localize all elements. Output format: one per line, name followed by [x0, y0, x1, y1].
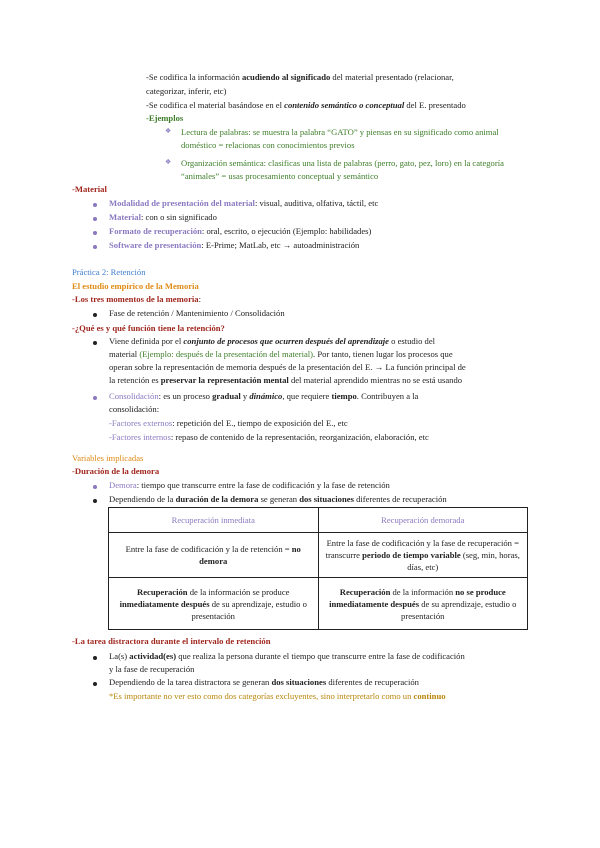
table-header-cell: Recuperación demorada	[318, 508, 528, 533]
diamond-bullet-icon: ❖	[165, 127, 172, 135]
diamond-bullet-icon: ❖	[165, 158, 172, 166]
table-header-row	[109, 508, 528, 533]
demora-def: Demora: tiempo que transcurre entre la fase de codificación y la fase de retención	[109, 480, 390, 490]
ejemplo-2: Organización semántica: clasificas una lista de palabras (perro, gato, pez, loro) en la categoría “animales” = usas procesamiento conceptual y semántico	[181, 158, 504, 181]
demora-dependiendo: Dependiendo de la duración de la demora se generan dos situaciones diferentes de recuperación	[109, 494, 447, 504]
tarea-title: -La tarea distractora durante el intervalo de retención	[72, 636, 271, 646]
bullet-icon	[93, 217, 97, 221]
table-row	[109, 533, 528, 578]
retencion-p1-line-3: operan sobre la representación de memoria después de la presentación del E. → La función principal de	[109, 362, 466, 372]
ejemplo-1: Lectura de palabras: se muestra la palabra “GATO” y piensas en su significado como animal doméstico = relacionas con conocimientos previos	[181, 127, 499, 150]
consolidacion-line-2: consolidación:	[109, 404, 160, 414]
material-title: -Material	[72, 184, 107, 194]
table-cell: Recuperación de la información se produce inmediatamente después de su aprendizaje, estudio o presentación	[109, 578, 319, 630]
variables-title: Variables implicadas	[72, 453, 144, 463]
bullet-icon	[93, 656, 97, 660]
bullet-icon	[93, 203, 97, 207]
table-cell: Recuperación de la información no se produce inmediatamente después de su aprendizaje, estudio o presentación	[318, 578, 528, 630]
que-es-title: -¿Qué es y qué función tiene la retención?	[72, 323, 225, 333]
bullet-icon	[93, 682, 97, 686]
bullet-icon	[93, 245, 97, 249]
table-row	[109, 578, 528, 630]
bullet-icon	[93, 231, 97, 235]
tarea-note: *Es importante no ver esto como dos categorías excluyentes, sino interpretarlo como un continuo	[109, 691, 446, 701]
retencion-p1-line-1: Viene definida por el conjunto de procesos que ocurren después del aprendizaje o estudio del	[109, 336, 436, 346]
consolidacion-line-1: Consolidación: es un proceso gradual y dinámico, que requiere tiempo. Contribuyen a la	[109, 391, 419, 401]
tarea-item-2: Dependiendo de la tarea distractora se generan dos situaciones diferentes de recuperación	[109, 677, 419, 687]
material-item-4: Software de presentación: E-Prime; MatLab, etc → autoadministración	[109, 240, 360, 250]
material-item-3: Formato de recuperación: oral, escrito, o ejecución (Ejemplo: habilidades)	[109, 226, 372, 236]
retencion-p1-line-4: la retención es preservar la representación mental del material aprendido mientras no se está usando	[109, 375, 463, 385]
codif-line-1: -Se codifica la información acudiendo al significado del material presentado (relacionar,	[146, 72, 454, 82]
table-cell: Entre la fase de codificación y la fase de recuperación = transcurre periodo de tiempo variable (seg, min, horas, días, etc)	[318, 533, 528, 578]
bullet-icon	[93, 485, 97, 489]
material-item-1: Modalidad de presentación del material: visual, auditiva, olfativa, táctil, etc	[109, 198, 379, 208]
ejemplos-label: -Ejemplos	[146, 113, 184, 123]
material-item-2: Material: con o sin significado	[109, 212, 217, 222]
table-header-cell: Recuperación inmediata	[109, 508, 319, 533]
practica-subtitle: El estudio empírico de la Memoria	[72, 281, 199, 291]
demora-title: -Duración de la demora	[72, 466, 160, 476]
tarea-item-1-line-1: La(s) actividad(es) que realiza la persona durante el tiempo que transcurre entre la fase de codificación	[109, 651, 465, 661]
practica-title: Práctica 2: Retención	[72, 267, 146, 277]
codif-line-3: -Se codifica el material basándose en el contenido semántico o conceptual del E. presentado	[146, 100, 466, 110]
table-cell: Entre la fase de codificación y la de retención = no demora	[109, 533, 319, 578]
bullet-icon	[93, 396, 97, 400]
bullet-icon	[93, 499, 97, 503]
bullet-icon	[93, 313, 97, 317]
retencion-p1-line-2: material (Ejemplo: después de la presentación del material). Por tanto, tienen lugar los procesos que	[109, 349, 453, 359]
bullet-icon	[93, 341, 97, 345]
momentos-item: Fase de retención / Mantenimiento / Consolidación	[109, 308, 285, 318]
recuperacion-table	[108, 507, 528, 630]
tarea-item-1-line-2: y la fase de recuperación	[109, 664, 195, 674]
factores-externos: -Factores externos: repetición del E., tiempo de exposición del E., etc	[109, 418, 348, 428]
momentos-title: -Los tres momentos de la memoria:	[72, 294, 201, 304]
factores-internos: -Factores internos: repaso de contenido de la representación, reorganización, elaboración, etc	[109, 432, 429, 442]
codif-line-2: categorizar, inferir, etc)	[146, 86, 227, 96]
